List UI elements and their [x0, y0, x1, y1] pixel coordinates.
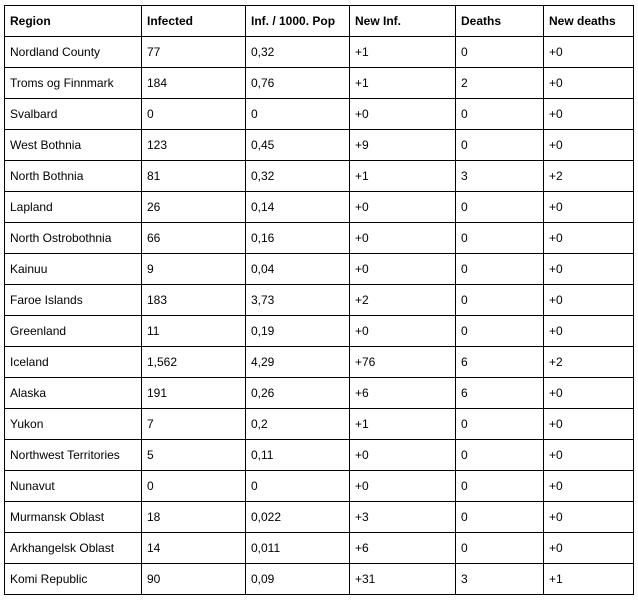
deaths-cell: 0 [456, 130, 544, 161]
table-row [5, 347, 634, 378]
new-infected-cell: +1 [350, 409, 456, 440]
infected-cell: 14 [142, 533, 246, 564]
table-container [4, 5, 634, 595]
infected-cell: 11 [142, 316, 246, 347]
table-body [5, 37, 634, 595]
deaths-cell: 0 [456, 37, 544, 68]
new-deaths-cell: +0 [544, 471, 634, 502]
table-row [5, 502, 634, 533]
deaths-cell: 0 [456, 502, 544, 533]
infected-per-1000-cell: 0,011 [246, 533, 350, 564]
table-row [5, 471, 634, 502]
new-infected-cell: +6 [350, 533, 456, 564]
new-infected-cell: +0 [350, 316, 456, 347]
column-header-region: Region [5, 6, 142, 37]
column-header-new-deaths: New deaths [544, 6, 634, 37]
table-row [5, 161, 634, 192]
deaths-cell: 0 [456, 254, 544, 285]
region-cell: Northwest Territories [5, 440, 142, 471]
deaths-cell: 0 [456, 285, 544, 316]
infected-per-1000-cell: 0,14 [246, 192, 350, 223]
infected-per-1000-cell: 3,73 [246, 285, 350, 316]
column-header-deaths: Deaths [456, 6, 544, 37]
new-deaths-cell: +0 [544, 130, 634, 161]
new-deaths-cell: +0 [544, 223, 634, 254]
deaths-cell: 0 [456, 533, 544, 564]
infected-cell: 81 [142, 161, 246, 192]
infected-cell: 5 [142, 440, 246, 471]
new-deaths-cell: +0 [544, 316, 634, 347]
infected-cell: 66 [142, 223, 246, 254]
new-deaths-cell: +1 [544, 564, 634, 595]
deaths-cell: 0 [456, 223, 544, 254]
infected-per-1000-cell: 0,2 [246, 409, 350, 440]
infected-per-1000-cell: 0,32 [246, 37, 350, 68]
infected-cell: 77 [142, 37, 246, 68]
region-cell: Troms og Finnmark [5, 68, 142, 99]
new-infected-cell: +0 [350, 192, 456, 223]
infected-per-1000-cell: 0,022 [246, 502, 350, 533]
column-header-infected: Infected [142, 6, 246, 37]
infected-per-1000-cell: 4,29 [246, 347, 350, 378]
infected-cell: 0 [142, 99, 246, 130]
deaths-cell: 0 [456, 409, 544, 440]
infected-cell: 7 [142, 409, 246, 440]
table-row [5, 99, 634, 130]
new-deaths-cell: +0 [544, 192, 634, 223]
region-cell: Nunavut [5, 471, 142, 502]
table-row [5, 130, 634, 161]
table-row [5, 223, 634, 254]
region-cell: Iceland [5, 347, 142, 378]
table-row [5, 254, 634, 285]
infected-per-1000-cell: 0,26 [246, 378, 350, 409]
deaths-cell: 0 [456, 99, 544, 130]
column-header-infected-per-1000: Inf. / 1000. Pop [246, 6, 350, 37]
region-cell: West Bothnia [5, 130, 142, 161]
infected-per-1000-cell: 0,45 [246, 130, 350, 161]
new-infected-cell: +0 [350, 254, 456, 285]
infected-cell: 18 [142, 502, 246, 533]
new-deaths-cell: +0 [544, 254, 634, 285]
table-row [5, 564, 634, 595]
infected-cell: 26 [142, 192, 246, 223]
region-cell: Komi Republic [5, 564, 142, 595]
new-infected-cell: +1 [350, 68, 456, 99]
table-row [5, 533, 634, 564]
new-deaths-cell: +0 [544, 68, 634, 99]
new-deaths-cell: +2 [544, 161, 634, 192]
new-deaths-cell: +2 [544, 347, 634, 378]
deaths-cell: 2 [456, 68, 544, 99]
deaths-cell: 6 [456, 378, 544, 409]
infected-cell: 9 [142, 254, 246, 285]
new-infected-cell: +1 [350, 161, 456, 192]
new-infected-cell: +76 [350, 347, 456, 378]
deaths-cell: 6 [456, 347, 544, 378]
new-infected-cell: +0 [350, 471, 456, 502]
deaths-cell: 0 [456, 440, 544, 471]
region-cell: Kainuu [5, 254, 142, 285]
region-cell: Murmansk Oblast [5, 502, 142, 533]
column-header-new-infected: New Inf. [350, 6, 456, 37]
table-row [5, 37, 634, 68]
region-cell: Alaska [5, 378, 142, 409]
infected-per-1000-cell: 0,19 [246, 316, 350, 347]
region-cell: Arkhangelsk Oblast [5, 533, 142, 564]
new-infected-cell: +1 [350, 37, 456, 68]
infected-cell: 123 [142, 130, 246, 161]
region-statistics-table [4, 5, 634, 595]
region-cell: Lapland [5, 192, 142, 223]
infected-per-1000-cell: 0 [246, 471, 350, 502]
infected-cell: 183 [142, 285, 246, 316]
new-deaths-cell: +0 [544, 285, 634, 316]
infected-cell: 191 [142, 378, 246, 409]
infected-per-1000-cell: 0,11 [246, 440, 350, 471]
table-row [5, 316, 634, 347]
new-infected-cell: +0 [350, 223, 456, 254]
new-infected-cell: +0 [350, 440, 456, 471]
table-row [5, 409, 634, 440]
new-infected-cell: +3 [350, 502, 456, 533]
table-header [5, 6, 634, 37]
region-cell: North Bothnia [5, 161, 142, 192]
header-row [5, 6, 634, 37]
deaths-cell: 0 [456, 316, 544, 347]
new-infected-cell: +6 [350, 378, 456, 409]
new-deaths-cell: +0 [544, 533, 634, 564]
region-cell: Faroe Islands [5, 285, 142, 316]
new-deaths-cell: +0 [544, 99, 634, 130]
infected-cell: 184 [142, 68, 246, 99]
infected-per-1000-cell: 0 [246, 99, 350, 130]
deaths-cell: 0 [456, 471, 544, 502]
table-row [5, 68, 634, 99]
deaths-cell: 3 [456, 161, 544, 192]
table-row [5, 440, 634, 471]
new-deaths-cell: +0 [544, 378, 634, 409]
infected-per-1000-cell: 0,16 [246, 223, 350, 254]
infected-cell: 90 [142, 564, 246, 595]
table-row [5, 285, 634, 316]
table-row [5, 192, 634, 223]
infected-per-1000-cell: 0,04 [246, 254, 350, 285]
new-infected-cell: +9 [350, 130, 456, 161]
infected-per-1000-cell: 0,32 [246, 161, 350, 192]
infected-per-1000-cell: 0,76 [246, 68, 350, 99]
region-cell: Yukon [5, 409, 142, 440]
infected-per-1000-cell: 0,09 [246, 564, 350, 595]
new-deaths-cell: +0 [544, 37, 634, 68]
deaths-cell: 3 [456, 564, 544, 595]
new-infected-cell: +31 [350, 564, 456, 595]
new-infected-cell: +2 [350, 285, 456, 316]
new-deaths-cell: +0 [544, 409, 634, 440]
deaths-cell: 0 [456, 192, 544, 223]
region-cell: North Ostrobothnia [5, 223, 142, 254]
region-cell: Svalbard [5, 99, 142, 130]
new-deaths-cell: +0 [544, 502, 634, 533]
new-infected-cell: +0 [350, 99, 456, 130]
region-cell: Greenland [5, 316, 142, 347]
infected-cell: 0 [142, 471, 246, 502]
region-cell: Nordland County [5, 37, 142, 68]
infected-cell: 1,562 [142, 347, 246, 378]
table-row [5, 378, 634, 409]
new-deaths-cell: +0 [544, 440, 634, 471]
